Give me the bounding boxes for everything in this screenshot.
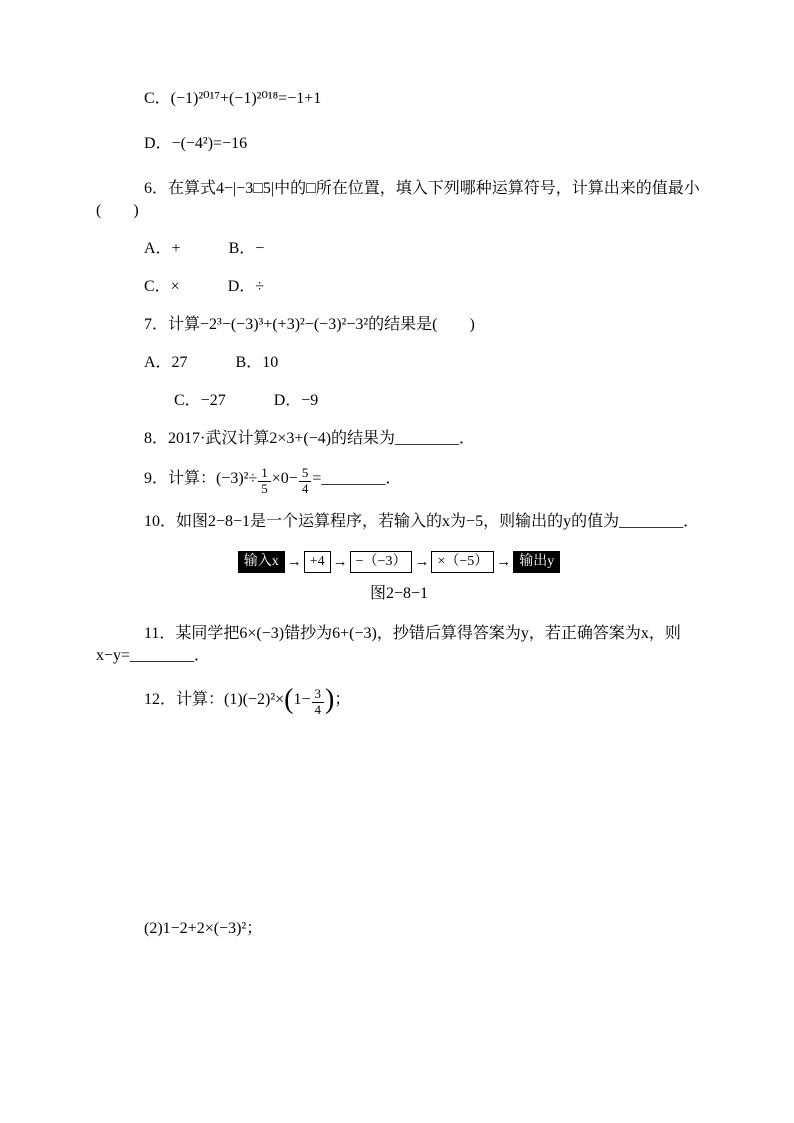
question-9 xyxy=(96,466,702,497)
q12-suffix: ； xyxy=(334,691,351,709)
q9-suffix: =________． xyxy=(312,470,402,488)
question-10: 10．如图2−8−1是一个运算程序，若输入的x为−5，则输出的y的值为________． xyxy=(144,512,700,530)
arrow-icon: → xyxy=(414,553,430,570)
option-d-line: D．−(−4²)=−16 xyxy=(144,135,248,152)
question-7-options-ab: A．27 B．10 xyxy=(144,354,279,371)
flow-box-output-y: 输出y xyxy=(513,551,560,573)
q9-prefix: 9．计算：(−3)²÷ xyxy=(144,470,258,488)
arrow-icon: → xyxy=(286,553,302,570)
q12-frac-numerator: 3 xyxy=(314,685,322,701)
question-6-options-cd: C．× D．÷ xyxy=(144,278,265,295)
q9-frac1-denominator: 5 xyxy=(258,481,271,497)
q12-frac-denominator: 4 xyxy=(312,702,325,718)
question-7: 7．计算−2³−(−3)³+(+3)²−(−3)²−3²的结果是( ) xyxy=(144,316,475,333)
q12-inner: 1− xyxy=(293,691,311,709)
q9-fraction-2 xyxy=(299,466,312,497)
q12-right-paren: ) xyxy=(325,684,335,716)
flow-diagram xyxy=(96,551,702,573)
question-6-options-ab: A．+ B．− xyxy=(144,240,265,257)
option-c-line: C．(−1)²⁰¹⁷+(−1)²⁰¹⁸=−1+1 xyxy=(144,90,322,107)
q9-frac2-numerator: 5 xyxy=(301,465,309,480)
question-11: 11．某同学把6×(−3)错抄为6+(−3)，抄错后算得答案为y，若正确答案为x，则x−y=________． xyxy=(96,624,681,664)
arrow-icon: → xyxy=(496,553,512,570)
flow-box-input-x: 输入x xyxy=(238,551,285,573)
flow-box-times-neg5: ×（−5） xyxy=(431,551,494,573)
q12-prefix: 12．计算：(1)(−2)²× xyxy=(144,691,285,709)
flow-box-plus-4: +4 xyxy=(304,551,331,573)
question-12 xyxy=(96,684,702,718)
flow-box-minus-neg3: −（−3） xyxy=(350,551,413,573)
q9-frac1-numerator: 1 xyxy=(261,465,268,480)
q9-frac2-denominator: 4 xyxy=(299,481,312,497)
figure-caption: 图2−8−1 xyxy=(369,584,429,602)
q12-left-paren: ( xyxy=(284,684,294,716)
question-8: 8．2017·武汉计算2×3+(−4)的结果为________． xyxy=(144,430,476,447)
q12-fraction xyxy=(312,687,325,718)
question-12-part2: (2)1−2+2×(−3)²； xyxy=(144,919,263,937)
question-7-options-cd: C．−27 D．−9 xyxy=(174,392,319,409)
arrow-icon: → xyxy=(332,553,348,570)
q9-middle: ×0− xyxy=(271,470,298,488)
question-6: 6．在算式4−|−3□5|中的□所在位置，填入下列哪种运算符号，计算出来的值最小( ) xyxy=(96,180,700,219)
q9-fraction-1 xyxy=(258,466,271,497)
